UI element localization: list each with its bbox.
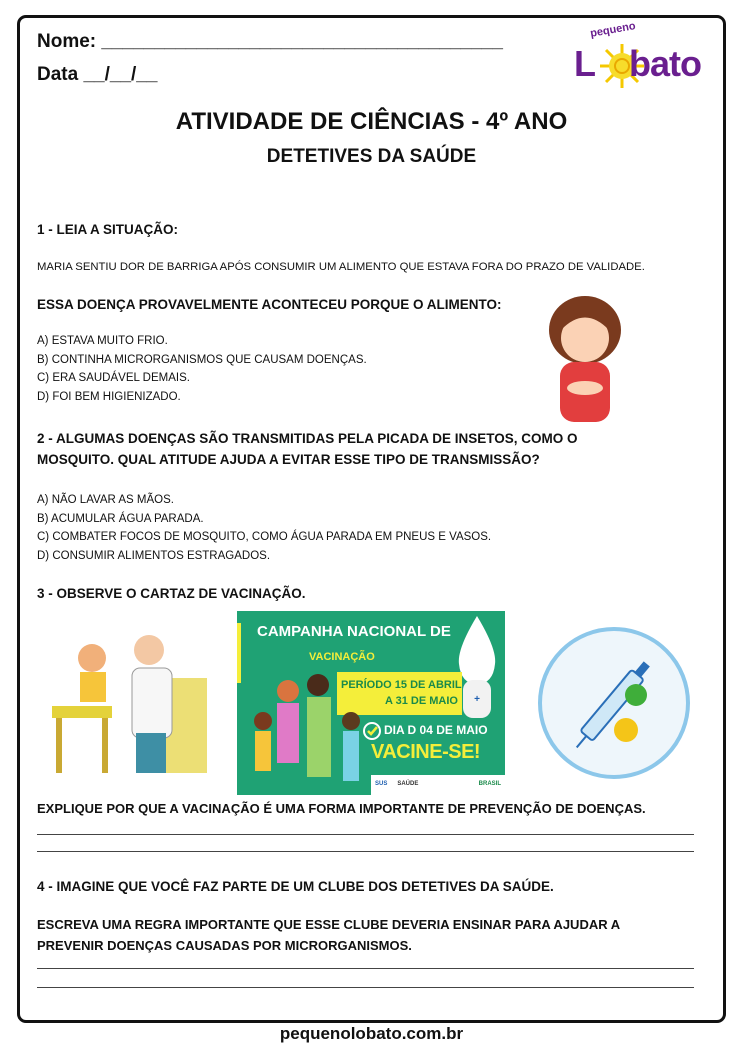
q3-heading: 3 - OBSERVE O CARTAZ DE VACINAÇÃO. — [37, 586, 306, 601]
poster-logos — [371, 775, 505, 795]
answer-line[interactable] — [37, 987, 694, 988]
family-illustration — [243, 673, 367, 793]
vaccine-virus-illustration — [536, 625, 692, 781]
option[interactable]: D) FOI BEM HIGIENIZADO. — [37, 390, 181, 403]
logo-text: L bato — [574, 43, 701, 84]
date-field[interactable]: Data __/__/__ — [37, 64, 158, 85]
q1-situation: MARIA SENTIU DOR DE BARRIGA APÓS CONSUMIR UM ALIMENTO QUE ESTAVA FORA DO PRAZO DE VALIDADE. — [37, 261, 645, 273]
q2-options — [37, 491, 491, 565]
footer-website[interactable]: pequenolobato.com.br — [279, 1024, 464, 1043]
poster-line2: VACINAÇÃO — [309, 651, 375, 663]
poster-dday: DIA D 04 DE MAIO — [384, 723, 488, 737]
option[interactable]: B) CONTINHA MICRORGANISMOS QUE CAUSAM DOENÇAS. — [37, 353, 367, 366]
option[interactable]: B) ACUMULAR ÁGUA PARADA. — [37, 512, 204, 525]
svg-text:+: + — [474, 694, 480, 705]
sick-girl-illustration — [530, 290, 640, 425]
option[interactable]: C) ERA SAUDÁVEL DEMAIS. — [37, 372, 190, 384]
poster-line1: CAMPANHA NACIONAL DE — [257, 623, 451, 640]
q4-question-line: PREVENIR DOENÇAS CAUSADAS POR MICRORGANISMOS. — [37, 938, 412, 953]
vaccination-poster — [237, 611, 505, 795]
q1-question: ESSA DOENÇA PROVAVELMENTE ACONTECEU PORQUE O ALIMENTO: — [37, 297, 502, 312]
option[interactable]: C) COMBATER FOCOS DE MOSQUITO, COMO ÁGUA PARADA EM PNEUS E VASOS. — [37, 531, 492, 543]
poster-period: PERÍODO 15 DE ABRIL A 31 DE MAIO — [337, 672, 462, 715]
q3-question: EXPLIQUE POR QUE A VACINAÇÃO É UMA FORMA IMPORTANTE DE PREVENÇÃO DE DOENÇAS. — [37, 801, 646, 816]
option[interactable]: D) CONSUMIR ALIMENTOS ESTRAGADOS. — [37, 549, 271, 562]
poster-cta: VACINE-SE! — [371, 741, 481, 763]
answer-line[interactable] — [37, 851, 694, 852]
page-subtitle: DETETIVES DA SAÚDE — [266, 146, 477, 167]
ministry-logo: SAÚDE — [397, 781, 419, 787]
q2-heading — [37, 428, 578, 470]
q1-heading: 1 - LEIA A SITUAÇÃO: — [37, 222, 178, 237]
q2-heading-line: 2 - ALGUMAS DOENÇAS SÃO TRANSMITIDAS PELA PICADA DE INSETOS, COMO O — [37, 431, 578, 446]
answer-line[interactable] — [37, 968, 694, 969]
option[interactable]: A) ESTAVA MUITO FRIO. — [37, 335, 168, 347]
brasil-logo: BRASIL — [478, 781, 501, 787]
logo-small-text: pequeno — [589, 20, 637, 40]
q2-heading-line: MOSQUITO. QUAL ATITUDE AJUDA A EVITAR ESSE TIPO DE TRANSMISSÃO? — [37, 452, 540, 467]
answer-line[interactable] — [37, 834, 694, 835]
name-field[interactable]: Nome: ______________________________________ — [37, 31, 503, 52]
page-title: ATIVIDADE DE CIÊNCIAS - 4º ANO — [175, 108, 568, 135]
q4-question-line: ESCREVA UMA REGRA IMPORTANTE QUE ESSE CLUBE DEVERIA ENSINAR PARA AJUDAR A — [37, 917, 621, 932]
sus-logo: SUS — [375, 781, 388, 787]
q4-heading: 4 - IMAGINE QUE VOCÊ FAZ PARTE DE UM CLUBE DOS DETETIVES DA SAÚDE. — [37, 879, 554, 894]
option[interactable]: A) NÃO LAVAR AS MÃOS. — [37, 494, 174, 506]
q4-question — [37, 914, 620, 956]
q1-options — [37, 332, 367, 406]
doctor-vaccinating-child-illustration — [52, 628, 212, 778]
logo — [572, 20, 712, 88]
